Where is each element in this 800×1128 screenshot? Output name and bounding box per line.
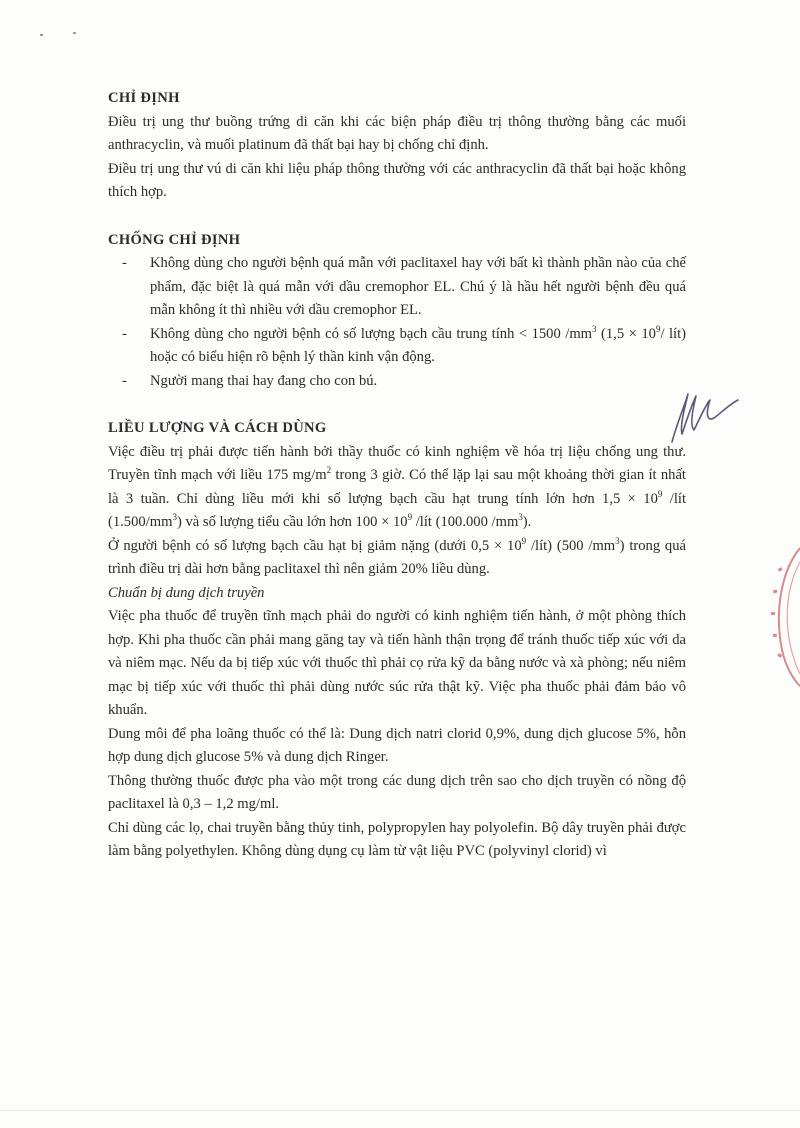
contraindication-item-2: Không dùng cho người bệnh có số lượng bạch cầu trung tính < 1500 $/mm^3$ ($1,5 \times 10^9/$ lít) hoặc có biểu hiện rõ bệnh lý thần kinh vận động. — [150, 323, 687, 365]
list-item: - Không dùng cho người bệnh có số lượng bạch cầu trung tính < 1500 $/mm^3$ ($1,5 \times 10^9/$ lít) hoặc có biểu hiện rõ bệnh lý thần kinh vận động. — [122, 323, 687, 365]
contraindication-item-1: Không dùng cho người bệnh quá mẫn với paclitaxel hay với bất kì thành phần nào của chế phẩm, đặc biệt là quá mẫn với dầu cremophor EL. Chú ý là hầu hết người bệnh đều quá mẫn không ít thì nhiều với dầu cremophor EL. — [150, 255, 686, 318]
dosage-paragraph-2: Ở người bệnh có số lượng bạch cầu hạt bị giảm nặng (dưới $0,5 \times 10^9$ /lít) (500 $/mm^3$) trong quá trình điều trị dài hơn bằng paclitaxel thì nên giảm 20% liều dùng. — [108, 535, 686, 577]
infusion-preparation-subheading: Chuẩn bị dung dịch truyền — [108, 584, 265, 601]
indication-heading: CHỈ ĐỊNH — [108, 90, 180, 106]
dosage-paragraph-4: Dung môi để pha loãng thuốc có thể là: Dung dịch natri clorid 0,9%, dung dịch glucose 5%, hỗn hợp dung dịch glucose 5% và dung dịch Ringer. — [108, 725, 686, 765]
page-bottom-edge — [0, 1110, 800, 1111]
handwritten-signature — [664, 380, 744, 450]
dosage-paragraph-5: Thông thường thuốc được pha vào một trong các dung dịch trên sao cho dịch truyền có nồng độ paclitaxel là 0,3 – 1,2 mg/ml. — [108, 772, 686, 812]
indication-paragraph-2: Điều trị ung thư vú di căn khi liệu pháp thông thường với các anthracyclin đã thất bại hoặc không thích hợp. — [108, 160, 686, 200]
dosage-paragraph-3: Việc pha thuốc để truyền tĩnh mạch phải do người có kinh nghiệm tiến hành, ở một phòng thích hợp. Khi pha thuốc cần phải mang găng tay và tiến hành thận trọng để tránh thuốc tiếp xúc với da và niêm mạc. Nếu da bị tiếp xúc với thuốc thì phải cọ rửa kỹ da bằng nước và xà phòng; nếu niêm mạc bị tiếp xúc với thuốc thì phải dùng nước súc rửa thật kỹ. Việc pha thuốc phải đảm bảo vô khuẩn. — [108, 608, 686, 718]
dosage-paragraph-1: Việc điều trị phải được tiến hành bởi thầy thuốc có kinh nghiệm về hóa trị liệu chống ung thư. Truyền tĩnh mạch với liều 175 $mg/m^2$ trong 3 giờ. Có thể lặp lại sau một khoảng thời gian ít nhất là 3 tuần. Chỉ dùng liều mới khi số lượng bạch cầu hạt trung tính lớn hơn $1,5 \times 10^9$ /lít $(1.500/mm^3)$ và số lượng tiểu cầu lớn hơn $100 \times 10^9$ /lít (100.000 $/mm^3$). — [108, 443, 687, 530]
list-item: - Không dùng cho người bệnh quá mẫn với paclitaxel hay với bất kì thành phần nào của chế phẩm, đặc biệt là quá mẫn với dầu cremophor EL. Chú ý là hầu hết người bệnh đều quá mẫn không ít thì nhiều với dầu cremophor EL. — [122, 255, 686, 318]
document-body — [108, 87, 686, 864]
red-stamp-fragment — [742, 540, 800, 690]
list-item: - Người mang thai hay đang cho con bú. — [122, 372, 378, 389]
contraindication-heading: CHỐNG CHỈ ĐỊNH — [108, 231, 241, 248]
dosage-paragraph-6: Chỉ dùng các lọ, chai truyền bằng thủy tinh, polypropylen hay polyolefin. Bộ dây truyền phải được làm bằng polyethylen. Không dùng dụng cụ làm từ vật liệu PVC (polyvinyl clorid) vì — [108, 819, 686, 859]
scan-speck — [40, 34, 43, 36]
indication-paragraph-1: Điều trị ung thư buồng trứng di căn khi các biện pháp điều trị thông thường bằng các muối anthracyclin, và muối platinum đã thất bại hay bị chống chỉ định. — [108, 113, 686, 153]
dosage-heading: LIỀU LƯỢNG VÀ CÁCH DÙNG — [108, 420, 327, 436]
contraindication-item-3: Người mang thai hay đang cho con bú. — [150, 372, 378, 389]
scan-speck — [73, 32, 76, 34]
contraindication-list — [108, 252, 686, 393]
